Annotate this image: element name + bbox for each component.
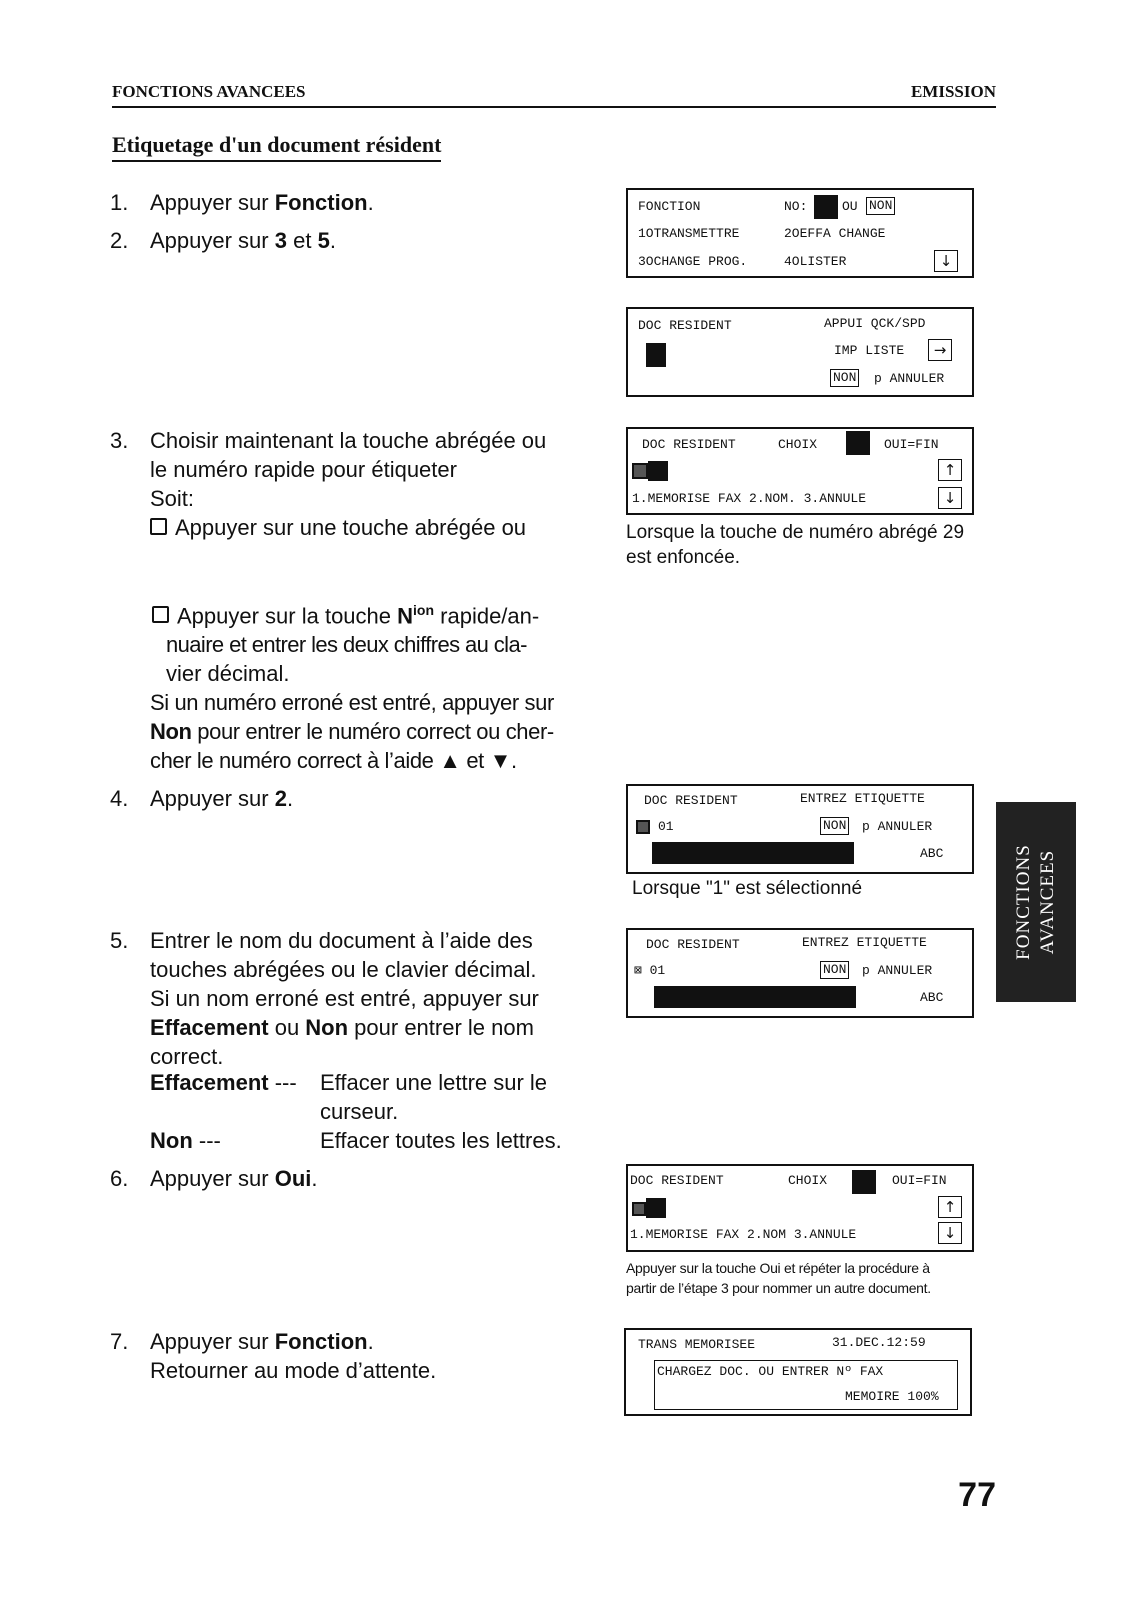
step-6-post: . bbox=[311, 1166, 318, 1191]
def-effacement-desc bbox=[320, 1068, 547, 1126]
step-5-key-1: Effacement bbox=[150, 1015, 269, 1040]
chapter-tab bbox=[996, 802, 1076, 1002]
step-3-option-2 bbox=[152, 596, 602, 688]
step-5-line-5: correct. bbox=[150, 1044, 224, 1069]
step-1-key: Fonction bbox=[274, 190, 368, 215]
def-non-key: Non bbox=[150, 1128, 193, 1153]
step-5-key-2: Non bbox=[305, 1015, 349, 1040]
lcd1-item-4: 4OLISTER bbox=[784, 254, 847, 269]
step-5-mid: ou bbox=[268, 1015, 306, 1040]
step-3-number: 3. bbox=[110, 428, 129, 453]
lcd-doc-resident-choix bbox=[626, 427, 974, 515]
caption-step-3 bbox=[626, 520, 964, 570]
step-5-line-4: pour entrer le nom bbox=[348, 1015, 534, 1040]
name-field-cursor bbox=[654, 986, 856, 1008]
def-non-sep: --- bbox=[192, 1128, 221, 1153]
step-5-line-1: Entrer le nom du document à l’aide des bbox=[150, 928, 533, 953]
lcd6-choix: CHOIX bbox=[788, 1173, 828, 1188]
step-3-option-2-sup: ion bbox=[413, 602, 435, 618]
arrow-down-icon: ↓ bbox=[938, 1222, 962, 1244]
lcd5-non-key: NON bbox=[820, 961, 849, 979]
step-2-text bbox=[150, 226, 336, 255]
step-3-option-2-line-2: nuaire et entrer les deux chiffres au cla- bbox=[166, 632, 527, 658]
cursor-block-icon bbox=[646, 1198, 666, 1218]
checkbox-icon bbox=[152, 606, 169, 623]
selected-square-icon bbox=[632, 1202, 646, 1216]
lcd1-item-2: 2OEFFA CHANGE bbox=[784, 226, 886, 241]
caption-step-4: Lorsque "1" est sélectionné bbox=[632, 878, 863, 899]
lcd3-choix: CHOIX bbox=[778, 437, 818, 452]
step-2-key-1: 3 bbox=[274, 228, 287, 253]
lcd6-title: DOC RESIDENT bbox=[630, 1173, 724, 1188]
chapter-tab-line-2: AVANCEES bbox=[1037, 849, 1058, 955]
arrow-down-icon: ↓ bbox=[938, 487, 962, 509]
caption-step-3-line-1: Lorsque la touche de numéro abrégé 29 bbox=[626, 522, 965, 543]
lcd4-entrez: ENTREZ ETIQUETTE bbox=[800, 791, 925, 806]
lcd-entrez-etiquette-1 bbox=[626, 784, 974, 874]
lcd3-oui-fin: OUI=FIN bbox=[884, 437, 939, 452]
arrow-up-icon: ↑ bbox=[938, 459, 962, 481]
step-3-option-2-pre: Appuyer sur la touche bbox=[177, 603, 398, 629]
step-3-option-2-key: N bbox=[397, 603, 414, 629]
lcd2-annuler: p ANNULER bbox=[874, 371, 945, 386]
arrow-up-icon: ↑ bbox=[938, 1196, 962, 1218]
step-1-pre: Appuyer sur bbox=[150, 190, 275, 215]
cursor-block-icon bbox=[846, 431, 870, 455]
lcd2-non-key: NON bbox=[830, 369, 859, 387]
def-non bbox=[150, 1126, 221, 1155]
lcd5-number: ⊠ 01 bbox=[634, 963, 666, 978]
caption-step-6-line-2: partir de l’étape 3 pour nommer un autre document. bbox=[626, 1280, 931, 1296]
step-3-error-line-1: Si un numéro erroné est entré, appuyer sur bbox=[150, 690, 554, 715]
lcd6-oui-fin: OUI=FIN bbox=[892, 1173, 947, 1188]
step-6-text bbox=[150, 1164, 318, 1193]
lcd5-annuler: p ANNULER bbox=[862, 963, 933, 978]
step-3-option-1 bbox=[150, 513, 600, 542]
step-4-key: 2 bbox=[274, 786, 287, 811]
step-3-line-3: Soit: bbox=[150, 486, 195, 511]
running-header-left: FONCTIONS AVANCEES bbox=[112, 82, 306, 101]
lcd4-mode: ABC bbox=[920, 846, 944, 861]
step-5-text bbox=[150, 926, 610, 1071]
lcd4-number: 01 bbox=[658, 819, 674, 834]
def-effacement bbox=[150, 1068, 297, 1097]
lcd7-message: CHARGEZ DOC. OU ENTRER Nº FAX bbox=[657, 1364, 884, 1379]
step-7-number: 7. bbox=[110, 1329, 129, 1354]
step-1-number: 1. bbox=[110, 190, 129, 215]
step-7-pre: Appuyer sur bbox=[150, 1329, 275, 1354]
lcd7-datetime: 31.DEC.12:59 bbox=[832, 1335, 926, 1350]
chapter-tab-label bbox=[996, 802, 1076, 1002]
def-effacement-desc-2: curseur. bbox=[320, 1099, 399, 1124]
name-field-cursor bbox=[652, 842, 854, 864]
lcd1-title: FONCTION bbox=[638, 199, 701, 214]
header-rule bbox=[112, 106, 996, 108]
lcd5-title: DOC RESIDENT bbox=[646, 937, 740, 952]
step-1-post: . bbox=[367, 190, 374, 215]
cursor-block-icon bbox=[814, 195, 838, 219]
step-2-number: 2. bbox=[110, 228, 129, 253]
cursor-block-icon bbox=[648, 461, 668, 481]
caption-step-6 bbox=[626, 1258, 931, 1298]
step-3-option-2-line-3: vier décimal. bbox=[166, 661, 290, 687]
step-4-pre: Appuyer sur bbox=[150, 786, 275, 811]
lcd2-imp-liste: IMP LISTE bbox=[834, 343, 905, 358]
lcd2-appui: APPUI QCK/SPD bbox=[824, 316, 926, 331]
step-2-mid: et bbox=[286, 228, 318, 253]
step-5-line-3: Si un nom erroné est entré, appuyer sur bbox=[150, 986, 539, 1011]
step-7-text bbox=[150, 1327, 436, 1385]
arrow-right-icon: → bbox=[928, 339, 952, 361]
step-3-text bbox=[150, 426, 600, 542]
lcd-entrez-etiquette-2 bbox=[626, 928, 974, 1018]
lcd5-entrez: ENTREZ ETIQUETTE bbox=[802, 935, 927, 950]
arrow-down-icon: ↓ bbox=[934, 250, 958, 272]
lcd1-non-key: NON bbox=[866, 197, 895, 215]
lcd1-item-1: 1OTRANSMETTRE bbox=[638, 226, 740, 241]
page-number: 77 bbox=[958, 1476, 996, 1514]
caption-step-3-line-2: est enfoncée. bbox=[626, 547, 741, 568]
def-non-desc: Effacer toutes les lettres. bbox=[320, 1128, 562, 1153]
step-2-key-2: 5 bbox=[317, 228, 330, 253]
cursor-block-icon bbox=[646, 343, 666, 367]
step-3-option-1-text: Appuyer sur une touche abrégée ou bbox=[175, 515, 527, 540]
lcd6-options: 1.MEMORISE FAX 2.NOM 3.ANNULE bbox=[630, 1227, 857, 1242]
step-2-pre: Appuyer sur bbox=[150, 228, 275, 253]
step-5-number: 5. bbox=[110, 928, 129, 953]
lcd5-mode: ABC bbox=[920, 990, 944, 1005]
selected-square-icon bbox=[632, 463, 648, 479]
step-6-number: 6. bbox=[110, 1166, 129, 1191]
section-title: Etiquetage d'un document résident bbox=[112, 132, 441, 162]
lcd7-memory: MEMOIRE 100% bbox=[845, 1389, 939, 1404]
step-3-error-note bbox=[150, 688, 610, 775]
lcd1-item-3: 3OCHANGE PROG. bbox=[638, 254, 748, 269]
lcd1-no: NO: bbox=[784, 199, 808, 214]
step-7-post: . bbox=[367, 1329, 374, 1354]
running-header-right: EMISSION bbox=[910, 82, 996, 101]
cursor-block-icon bbox=[852, 1170, 876, 1194]
step-5-line-2: touches abrégées ou le clavier décimal. bbox=[150, 957, 537, 982]
step-6-pre: Appuyer sur bbox=[150, 1166, 275, 1191]
lcd3-title: DOC RESIDENT bbox=[642, 437, 736, 452]
step-3-error-line-3: cher le numéro correct à l’aide ▲ et ▼. bbox=[150, 748, 517, 773]
def-effacement-desc-1: Effacer une lettre sur le bbox=[320, 1070, 548, 1095]
step-3-line-1: Choisir maintenant la touche abrégée ou bbox=[150, 428, 547, 453]
step-3-line-2: le numéro rapide pour étiqueter bbox=[150, 457, 457, 482]
lcd4-annuler: p ANNULER bbox=[862, 819, 933, 834]
lcd-doc-resident-choix-2 bbox=[626, 1164, 974, 1252]
step-4-text bbox=[150, 784, 293, 813]
step-3-option-2-post: rapide/an- bbox=[434, 603, 540, 629]
step-4-number: 4. bbox=[110, 786, 129, 811]
lcd-fonction-menu bbox=[626, 188, 974, 278]
step-3-error-key: Non bbox=[150, 719, 192, 744]
step-1-text bbox=[150, 188, 374, 217]
lcd3-options: 1.MEMORISE FAX 2.NOM. 3.ANNULE bbox=[632, 491, 867, 506]
def-effacement-key: Effacement bbox=[150, 1070, 269, 1095]
lcd7-message-box bbox=[654, 1360, 958, 1410]
lcd-trans-memorisee bbox=[624, 1328, 972, 1416]
lcd1-ou: OU bbox=[842, 199, 858, 214]
lcd2-title: DOC RESIDENT bbox=[638, 318, 732, 333]
lcd-doc-resident bbox=[626, 307, 974, 397]
step-7-key: Fonction bbox=[274, 1329, 368, 1354]
checkbox-icon bbox=[150, 518, 167, 535]
chapter-tab-line-1: FONCTIONS bbox=[1013, 844, 1034, 960]
step-3-error-line-2: pour entrer le numéro correct ou cher- bbox=[191, 719, 554, 744]
selected-square-icon bbox=[636, 820, 650, 834]
step-2-post: . bbox=[329, 228, 336, 253]
lcd4-non-key: NON bbox=[820, 817, 849, 835]
lcd4-title: DOC RESIDENT bbox=[644, 793, 738, 808]
caption-step-6-line-1: Appuyer sur la touche Oui et répéter la procédure à bbox=[626, 1260, 930, 1276]
lcd7-title: TRANS MEMORISEE bbox=[638, 1337, 756, 1352]
step-6-key: Oui bbox=[274, 1166, 312, 1191]
def-effacement-sep: --- bbox=[268, 1070, 297, 1095]
step-4-post: . bbox=[286, 786, 294, 811]
step-7-line-2: Retourner au mode d’attente. bbox=[150, 1358, 437, 1383]
